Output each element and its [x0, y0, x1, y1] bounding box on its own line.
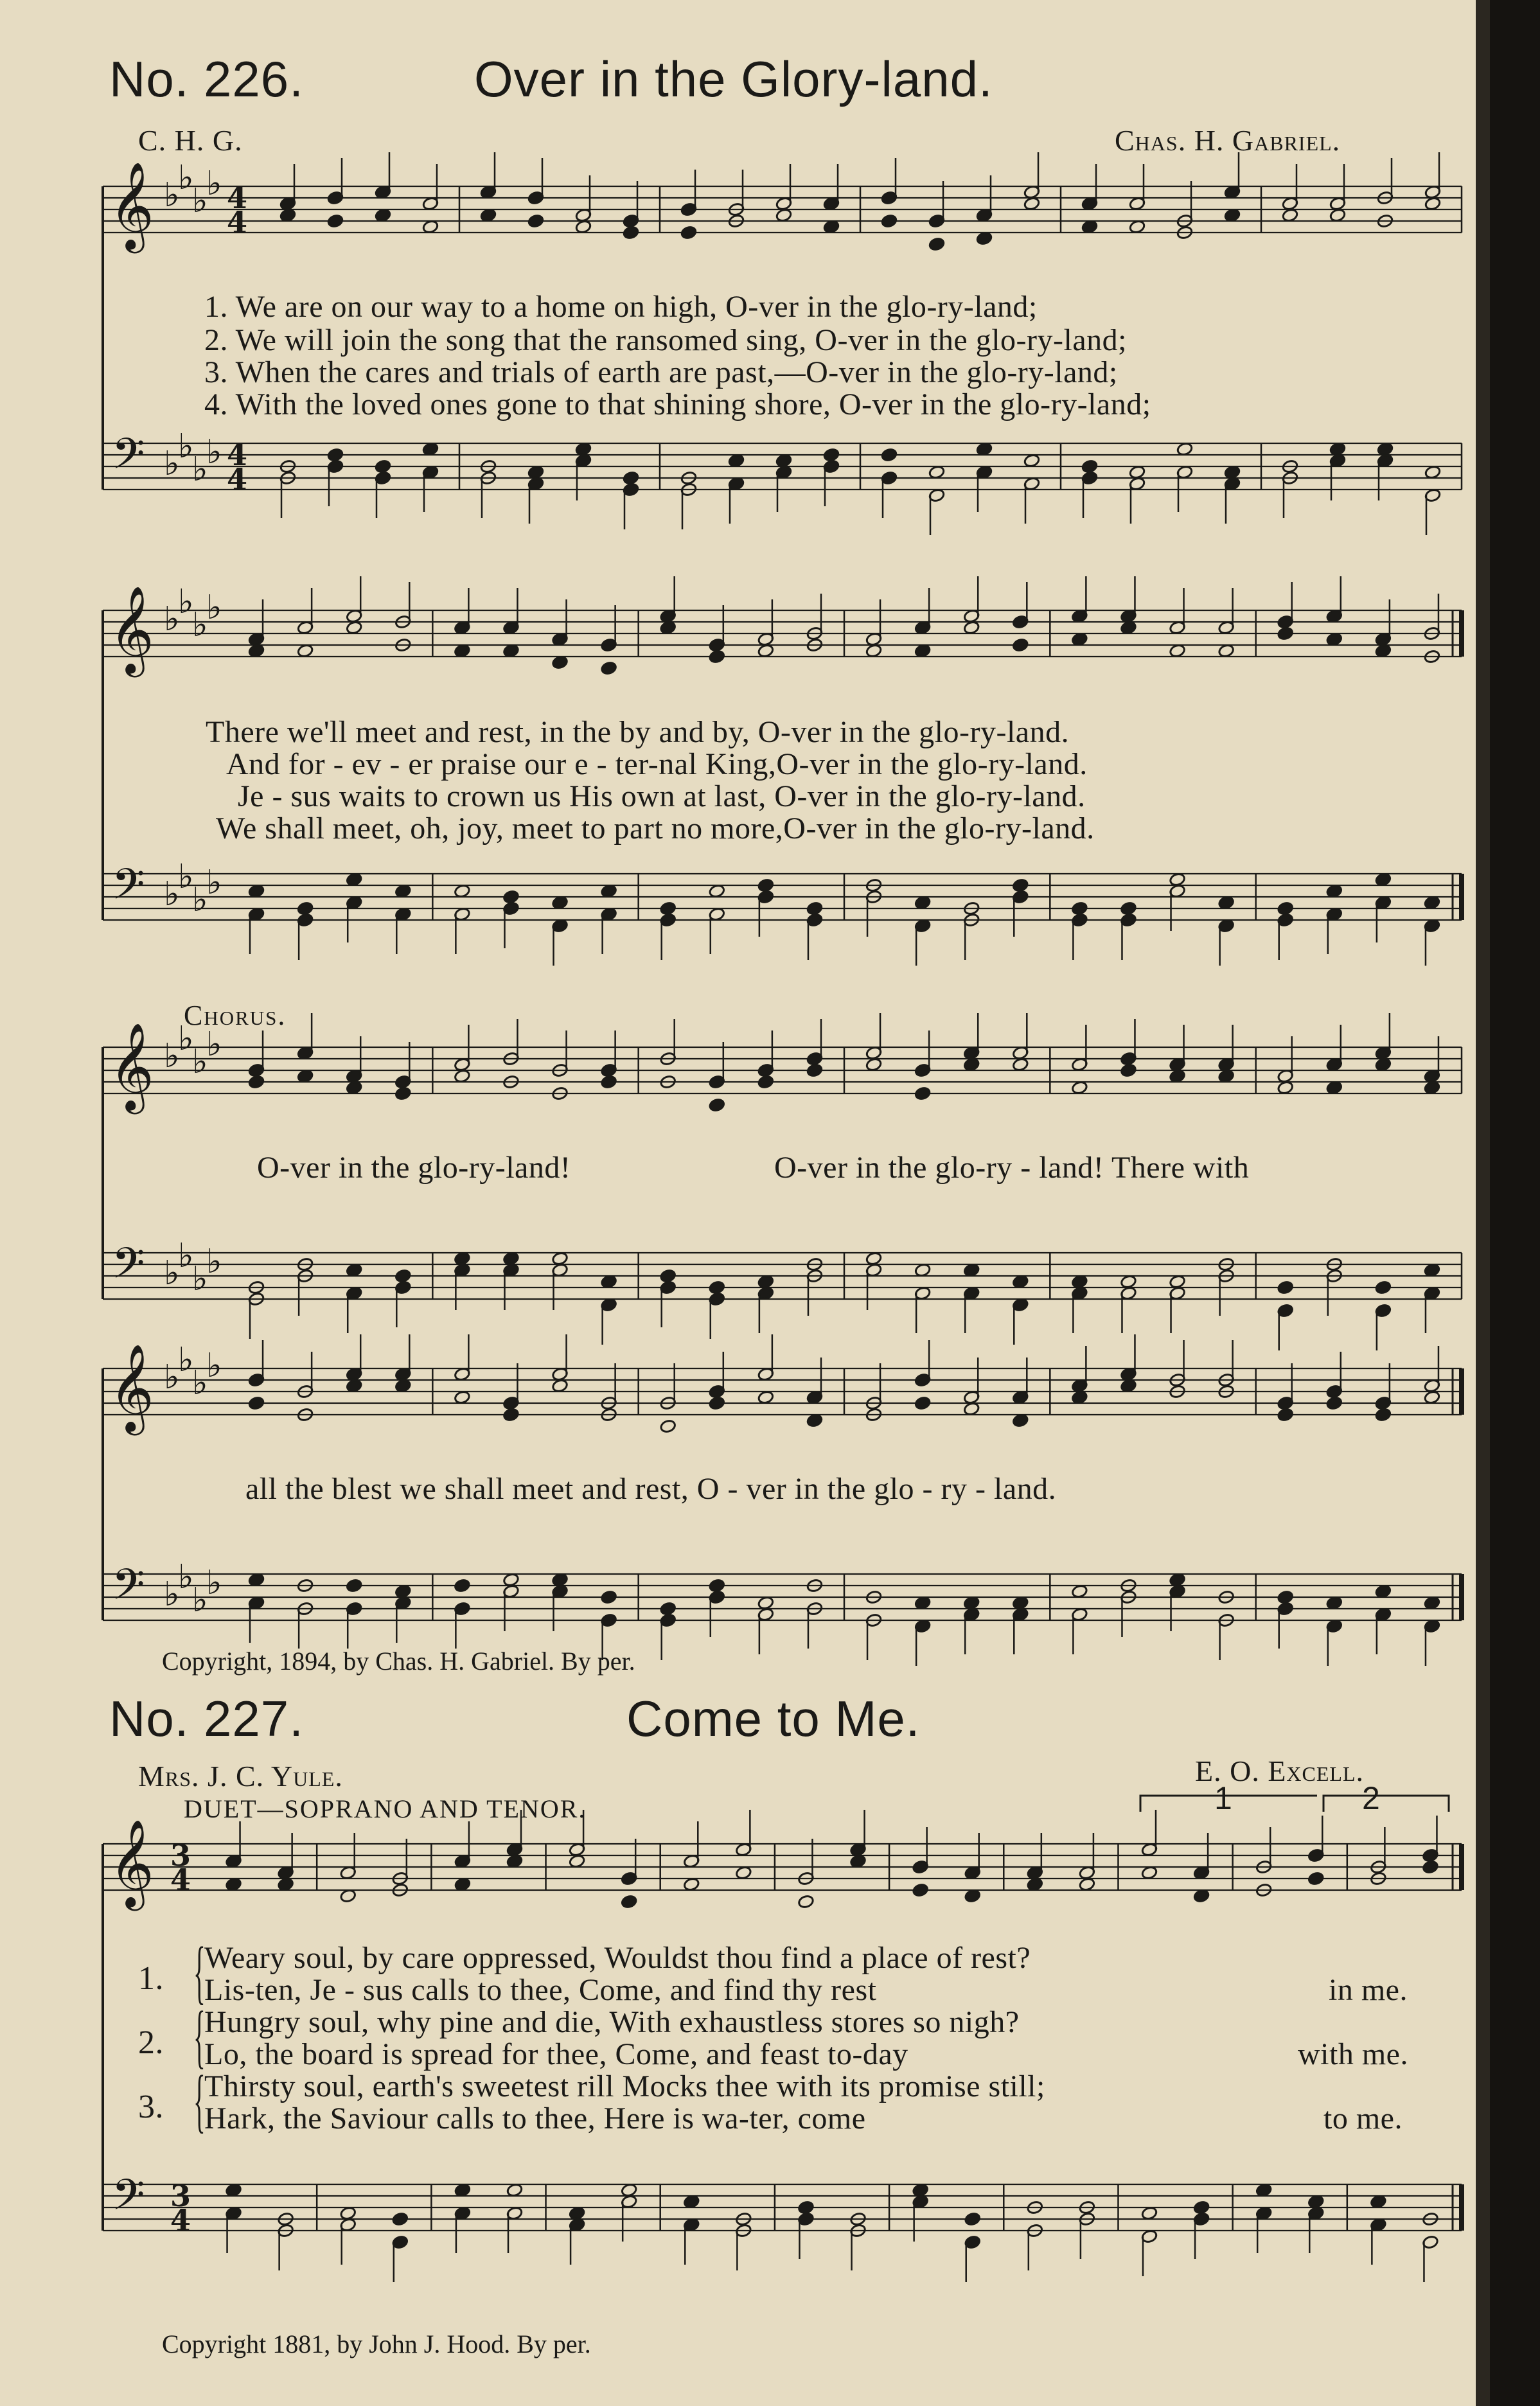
h227-sys-bass-time-top: 3	[170, 2179, 191, 2213]
h226-chorus2-treble-notehead	[963, 1402, 980, 1417]
h226-sys2-bass-notehead	[806, 901, 823, 916]
h226-chorus1-bass-notehead	[963, 1263, 980, 1278]
verse-2-brace: {	[193, 1997, 206, 2075]
verse-2-line-b-end: with me.	[1298, 2037, 1408, 2071]
h227-sys-treble-notehead	[912, 1883, 929, 1898]
h226-sys2-bass-notehead	[248, 884, 265, 899]
h226-sys1-bass-notehead	[1377, 442, 1394, 457]
h227-sys-treble-notehead	[1422, 1860, 1438, 1875]
hymn-227-title: Come to Me.	[626, 1690, 921, 1747]
verse-1-line-b-end: in me.	[1329, 1973, 1408, 2007]
h226-chorus2-treble-notehead	[454, 1390, 470, 1405]
h227-sys-treble-notehead	[683, 1877, 700, 1892]
h226-chorus2-treble-notehead	[394, 1379, 411, 1393]
h226-chorus1-bass-notehead	[502, 1252, 519, 1266]
h226-chorus2-treble-notehead	[1326, 1396, 1343, 1411]
h226-chorus2-treble-notehead	[1375, 1408, 1392, 1422]
performance-note: DUET—SOPRANO AND TENOR.	[184, 1794, 587, 1823]
h226-sys1-treble-flat: ♭	[164, 176, 180, 215]
h226-chorus1-bass-notehead	[660, 1269, 677, 1284]
h226-chorus2-bass-clef: 𝄢	[112, 1560, 145, 1620]
h226-chorus1-bass-notehead	[1277, 1280, 1294, 1295]
h226-chorus2-bass-notehead	[1326, 1596, 1343, 1611]
h226-chorus1-treble-flat: ♭	[192, 1043, 208, 1081]
h226-sys1-bass-flat: ♭	[206, 433, 222, 472]
h226-sys2-bass-notehead	[914, 896, 931, 910]
verse-1-line-1: 1. We are on our way to a home on high, O-ver in the glo-ry-land;	[204, 290, 1038, 324]
h226-chorus2-bass-notehead	[660, 1602, 677, 1616]
h226-sys1-bass-notehead	[327, 448, 344, 463]
h226-chorus1-treble-notehead	[757, 1075, 774, 1090]
h226-sys2-treble-notehead	[1012, 638, 1029, 653]
h226-chorus2-treble-notehead	[709, 1396, 725, 1411]
h227-sys-bass-notehead	[340, 2206, 357, 2221]
h226-sys2-treble-notehead	[914, 644, 931, 659]
h226-sys2-treble-notehead	[346, 621, 362, 635]
h226-chorus2-treble-clef: 𝄞	[109, 1343, 154, 1431]
h226-chorus1-treble-notehead	[1120, 1063, 1137, 1078]
h226-sys2-bass-notehead	[502, 890, 519, 905]
h226-chorus1-bass-notehead	[601, 1275, 617, 1289]
verse-3-brace: {	[193, 2061, 206, 2139]
h226-sys2-treble-notehead	[709, 650, 725, 664]
h226-sys2-bass-notehead	[757, 878, 774, 893]
h226-chorus1-treble-notehead	[601, 1075, 617, 1090]
h226-sys2-treble-flat: ♭	[178, 583, 194, 621]
h227-sys-bass-notehead	[1193, 2200, 1210, 2215]
h226-chorus2-bass-notehead	[1012, 1596, 1029, 1611]
h226-sys1-treble-notehead	[775, 208, 792, 223]
verse-2-number: 2.	[138, 2024, 164, 2061]
h226-chorus2-bass-flat: ♭	[178, 1558, 194, 1597]
verse-3-line-b: Hark, the Saviour calls to thee, Here is wa-ter, come	[204, 2101, 866, 2136]
h226-chorus2-bass-notehead	[963, 1596, 980, 1611]
h226-sys2-treble-clef: 𝄞	[109, 585, 154, 673]
chorus-line-2: all the blest we shall meet and rest, O - ver in the glo - ry - land.	[245, 1472, 1057, 1506]
verse-4-line-2: We shall meet, oh, joy, meet to part no more,O-ver in the glo-ry-land.	[216, 811, 1095, 845]
h226-sys2-treble-notehead	[502, 644, 519, 659]
h227-sys-bass-notehead	[1141, 2206, 1158, 2221]
h226-sys2-bass-notehead	[1012, 878, 1029, 893]
h226-chorus2-treble-notehead	[1277, 1408, 1294, 1422]
h226-sys1-bass-notehead	[575, 442, 592, 457]
h226-sys2-treble-notehead	[248, 644, 265, 659]
verse-2-line-b: Lo, the board is spread for thee, Come, and feast to-day	[204, 2037, 908, 2071]
h226-sys1-bass-notehead	[375, 459, 391, 474]
h227-sys-treble-notehead	[278, 1877, 294, 1892]
h227-sys-bass-notehead	[621, 2183, 637, 2198]
h226-sys1-treble-flat: ♭	[206, 164, 222, 203]
h226-sys2-bass-notehead	[297, 901, 314, 916]
h226-sys2-treble-notehead	[1375, 644, 1392, 659]
hymn-227-composer: E. O. Excell.	[1195, 1755, 1365, 1787]
verse-4-line-1: 4. With the loved ones gone to that shining shore, O-ver in the glo-ry-land;	[204, 387, 1151, 421]
h226-chorus1-bass-notehead	[1424, 1263, 1440, 1278]
h226-sys1-bass-time-top: 4	[227, 438, 248, 472]
h226-chorus1-bass-notehead	[1120, 1275, 1137, 1289]
verse-2-line-a: Hungry soul, why pine and die, With exhaustless stores so nigh?	[204, 2005, 1020, 2039]
h226-chorus2-treble-notehead	[1012, 1413, 1029, 1428]
h226-chorus1-bass-flat: ♭	[164, 1254, 180, 1293]
h227-sys-treble-time-bottom: 4	[170, 1862, 191, 1897]
h227-sys-bass-notehead	[1370, 2195, 1386, 2209]
h226-sys1-treble-notehead	[279, 208, 296, 223]
h226-chorus1-treble-notehead	[248, 1075, 265, 1090]
h226-chorus1-treble-notehead	[963, 1057, 980, 1072]
h226-sys1-treble-notehead	[1224, 208, 1241, 223]
h226-sys1-treble-clef: 𝄞	[109, 161, 154, 249]
hymn-226-author: C. H. G.	[138, 124, 243, 157]
h226-sys1-bass-time-bottom: 4	[227, 462, 248, 497]
h226-chorus1-treble-notehead	[1424, 1081, 1440, 1095]
h226-sys1-bass-notehead	[1081, 459, 1098, 474]
h226-sys1-treble-notehead	[881, 214, 898, 229]
h226-sys1-treble-notehead	[680, 226, 697, 240]
h226-chorus2-bass-notehead	[1277, 1590, 1294, 1605]
h227-sys-bass-notehead	[225, 2183, 242, 2198]
h226-chorus2-bass-notehead	[757, 1596, 774, 1611]
h226-sys2-bass-notehead	[394, 884, 411, 899]
h226-sys2-bass-flat: ♭	[164, 875, 180, 914]
hymn-227-author: Mrs. J. C. Yule.	[138, 1760, 343, 1792]
h227-sys-bass-time-bottom: 4	[170, 2203, 191, 2238]
h226-sys2-treble-notehead	[963, 621, 980, 635]
h226-chorus1-bass-flat: ♭	[206, 1243, 222, 1281]
h226-chorus1-treble-notehead	[1326, 1081, 1343, 1095]
h226-sys1-treble-time-top: 4	[227, 181, 248, 215]
h226-sys2-treble-notehead	[1218, 644, 1235, 659]
h226-sys2-treble-flat: ♭	[164, 600, 180, 639]
h226-sys2-treble-notehead	[1277, 626, 1294, 641]
h227-sys-bass-notehead	[964, 2212, 981, 2227]
h226-chorus2-bass-notehead	[601, 1590, 617, 1605]
h226-chorus1-treble-notehead	[1277, 1081, 1294, 1095]
verse-1-brace: {	[193, 1933, 206, 2011]
h226-chorus1-bass-notehead	[551, 1252, 568, 1266]
h226-chorus1-bass-notehead	[1012, 1275, 1029, 1289]
h227-sys-treble-notehead	[621, 1895, 637, 1909]
h226-chorus2-treble-notehead	[660, 1419, 677, 1434]
hymn-226-composer: Chas. H. Gabriel.	[1115, 124, 1341, 157]
h226-sys2-bass-notehead	[1375, 872, 1392, 887]
h227-sys-treble-notehead	[1141, 1866, 1158, 1880]
h227-sys-treble-notehead	[569, 1854, 585, 1869]
h226-chorus1-bass-notehead	[394, 1269, 411, 1284]
h226-chorus1-bass-clef: 𝄢	[112, 1239, 145, 1298]
h227-sys-treble-time-top: 3	[170, 1838, 191, 1873]
h227-sys-bass-notehead	[392, 2212, 409, 2227]
h226-chorus2-treble-notehead	[1071, 1390, 1088, 1405]
h226-sys1-treble-flat: ♭	[178, 159, 194, 197]
verse-2-line-1: 2. We will join the song that the ransomed sing, O-ver in the glo-ry-land;	[204, 323, 1127, 357]
h226-chorus1-treble-notehead	[914, 1086, 931, 1101]
h226-sys2-bass-notehead	[1120, 901, 1137, 916]
h226-chorus1-treble-notehead	[1218, 1069, 1235, 1084]
h226-sys2-treble-notehead	[1169, 644, 1185, 659]
h226-sys2-treble-notehead	[601, 661, 617, 676]
h226-sys1-treble-notehead	[1129, 220, 1146, 234]
h226-chorus1-bass-notehead	[757, 1275, 774, 1289]
h226-sys1-bass-notehead	[527, 465, 544, 480]
h226-chorus1-bass-notehead	[1169, 1275, 1185, 1289]
h226-sys2-treble-flat: ♭	[192, 606, 208, 644]
h226-chorus1-treble-notehead	[394, 1086, 411, 1101]
h226-chorus2-bass-notehead	[1169, 1573, 1185, 1588]
h226-chorus2-bass-flat: ♭	[192, 1581, 208, 1620]
h226-sys2-bass-notehead	[346, 872, 362, 887]
h226-sys2-treble-notehead	[297, 644, 314, 659]
hymn-227-number: No. 227.	[109, 1690, 304, 1747]
verse-2-line-2: And for - ev - er praise our e - ter-nal King,O-ver in the glo-ry-land.	[226, 747, 1088, 781]
h226-chorus2-bass-notehead	[1375, 1584, 1392, 1599]
h227-sys-treble-notehead	[735, 1866, 752, 1880]
h226-sys1-treble-notehead	[575, 220, 592, 234]
h227-sys-treble-notehead	[340, 1889, 357, 1904]
h226-chorus2-treble-notehead	[806, 1413, 823, 1428]
h226-chorus1-treble-notehead	[297, 1069, 314, 1084]
h227-sys-bass-notehead	[506, 2183, 523, 2198]
h227-sys-bass-notehead	[569, 2206, 585, 2221]
verse-1-number: 1.	[138, 1960, 164, 1997]
h226-sys1-bass-flat: ♭	[178, 427, 194, 466]
chorus-label: Chorus.	[184, 1000, 287, 1031]
h226-sys1-treble-notehead	[375, 208, 391, 223]
h227-sys-treble-clef: 𝄞	[109, 1818, 154, 1907]
h227-sys-bass-notehead	[683, 2195, 700, 2209]
h226-sys1-treble-notehead	[823, 220, 840, 234]
h226-sys1-bass-notehead	[1224, 465, 1241, 480]
h226-chorus1-treble-notehead	[709, 1098, 725, 1113]
h226-chorus2-bass-notehead	[502, 1573, 519, 1588]
h226-sys1-treble-notehead	[527, 214, 544, 229]
h226-sys2-treble-flat: ♭	[206, 588, 222, 627]
h226-sys2-bass-notehead	[454, 884, 470, 899]
h226-sys1-treble-notehead	[976, 231, 993, 246]
h226-sys1-bass-notehead	[1329, 442, 1346, 457]
h227-sys-bass-clef: 𝄢	[112, 2170, 145, 2230]
h227-sys-treble-notehead	[1079, 1877, 1095, 1892]
h226-sys2-bass-clef: 𝄢	[112, 860, 145, 919]
h226-sys1-bass-notehead	[1176, 442, 1193, 457]
hymn-227-copyright: Copyright 1881, by John J. Hood. By per.	[162, 2330, 591, 2358]
h226-sys2-bass-notehead	[1169, 872, 1185, 887]
verse-3-number: 3.	[138, 2089, 164, 2125]
h226-chorus2-treble-notehead	[1120, 1379, 1137, 1393]
h226-sys2-bass-notehead	[1218, 896, 1235, 910]
h226-chorus2-treble-flat: ♭	[164, 1358, 180, 1397]
h226-chorus2-bass-notehead	[709, 1579, 725, 1593]
h226-chorus2-treble-notehead	[914, 1396, 931, 1411]
verse-3-line-2: Je - sus waits to crown us His own at last, O-ver in the glo-ry-land.	[238, 779, 1086, 813]
chorus-line-1a: O-ver in the glo-ry-land!	[257, 1151, 571, 1185]
h226-sys2-treble-notehead	[1326, 632, 1343, 647]
h226-chorus1-bass-notehead	[914, 1263, 931, 1278]
h226-chorus1-treble-notehead	[1375, 1057, 1392, 1072]
h226-chorus1-treble-flat: ♭	[178, 1020, 194, 1058]
h226-sys2-treble-notehead	[1071, 632, 1088, 647]
h227-sys-treble-notehead	[225, 1877, 242, 1892]
h227-sys-treble-notehead	[797, 1895, 814, 1909]
h226-chorus1-bass-notehead	[1375, 1280, 1392, 1295]
h226-chorus1-bass-flat: ♭	[192, 1260, 208, 1298]
h226-chorus1-bass-notehead	[346, 1263, 362, 1278]
h226-sys2-bass-flat: ♭	[192, 881, 208, 919]
h226-chorus1-bass-notehead	[865, 1252, 882, 1266]
h226-sys2-treble-notehead	[757, 644, 774, 659]
h226-chorus1-treble-flat: ♭	[164, 1037, 180, 1075]
verse-1-line-a: Weary soul, by care oppressed, Wouldst thou find a place of rest?	[204, 1941, 1031, 1975]
h226-chorus2-bass-flat: ♭	[164, 1575, 180, 1614]
h226-chorus1-treble-notehead	[1071, 1081, 1088, 1095]
h226-chorus2-treble-notehead	[346, 1379, 362, 1393]
h226-chorus2-treble-notehead	[1424, 1390, 1440, 1405]
h226-chorus1-treble-notehead	[806, 1063, 823, 1078]
h226-sys1-bass-notehead	[823, 448, 840, 463]
h226-chorus2-bass-notehead	[1424, 1596, 1440, 1611]
h226-sys2-bass-flat: ♭	[178, 858, 194, 896]
h226-sys2-bass-notehead	[709, 884, 725, 899]
h226-sys1-bass-notehead	[1023, 454, 1040, 468]
h226-sys1-treble-notehead	[1282, 208, 1298, 223]
h227-sys-bass-notehead	[912, 2183, 929, 2198]
hymn-226-copyright: Copyright, 1894, by Chas. H. Gabriel. By per.	[162, 1647, 635, 1676]
h227-sys-treble-notehead	[506, 1854, 523, 1869]
h226-chorus2-treble-notehead	[551, 1379, 568, 1393]
h226-chorus1-treble-notehead	[1012, 1057, 1029, 1072]
verse-3-line-1: 3. When the cares and trials of earth are past,—O-ver in the glo-ry-land;	[204, 355, 1118, 389]
h226-chorus2-treble-notehead	[757, 1390, 774, 1405]
h226-sys1-treble-notehead	[327, 214, 344, 229]
h226-sys1-bass-notehead	[728, 454, 745, 468]
h226-sys1-treble-notehead	[928, 237, 945, 252]
h226-sys2-bass-notehead	[551, 896, 568, 910]
h227-sys-treble-notehead	[849, 1854, 866, 1869]
h226-sys1-bass-clef: 𝄢	[112, 429, 145, 489]
h226-chorus1-treble-notehead	[1169, 1069, 1185, 1084]
h226-sys1-bass-notehead	[976, 442, 993, 457]
h226-sys1-bass-notehead	[422, 442, 439, 457]
h226-sys1-treble-notehead	[1329, 208, 1346, 223]
chorus-line-1b: O-ver in the glo-ry - land! There with	[774, 1151, 1250, 1185]
ending-1-mark: 1	[1214, 1780, 1232, 1816]
hymn-226-title: Over in the Glory-land.	[474, 51, 993, 107]
h226-chorus2-treble-flat: ♭	[206, 1347, 222, 1385]
h226-chorus1-treble-notehead	[865, 1057, 882, 1072]
h226-chorus1-bass-notehead	[709, 1280, 725, 1295]
verse-1-line-2: There we'll meet and rest, in the by and by, O-ver in the glo-ry-land.	[206, 715, 1070, 749]
h226-chorus1-treble-notehead	[346, 1081, 362, 1095]
h226-sys2-bass-notehead	[601, 884, 617, 899]
h226-sys2-bass-notehead	[660, 901, 677, 916]
h226-sys1-treble-flat: ♭	[192, 182, 208, 220]
h227-sys-bass-notehead	[454, 2183, 471, 2198]
h226-sys2-treble-notehead	[865, 644, 882, 659]
h226-sys2-bass-notehead	[1277, 901, 1294, 916]
h227-sys-bass-notehead	[1255, 2183, 1272, 2198]
h226-sys2-bass-notehead	[1071, 901, 1088, 916]
h227-sys-bass-notehead	[1307, 2195, 1324, 2209]
h226-chorus1-treble-flat: ♭	[206, 1025, 222, 1064]
h226-chorus2-bass-notehead	[454, 1579, 470, 1593]
h226-chorus1-bass-flat: ♭	[178, 1237, 194, 1275]
verse-3-line-a: Thirsty soul, earth's sweetest rill Mocks thee with its promise still;	[204, 2069, 1045, 2103]
h226-chorus1-treble-clef: 𝄞	[109, 1022, 154, 1110]
h226-sys1-bass-notehead	[1129, 465, 1146, 480]
h226-sys1-bass-notehead	[881, 448, 898, 463]
h227-sys-treble-notehead	[1193, 1889, 1210, 1904]
h227-sys-treble-notehead	[1027, 1877, 1043, 1892]
h226-sys2-bass-notehead	[1424, 896, 1440, 910]
h226-chorus2-treble-notehead	[248, 1396, 265, 1411]
h226-chorus2-treble-notehead	[502, 1408, 519, 1422]
h226-sys1-bass-notehead	[775, 454, 792, 468]
h227-sys-treble-notehead	[454, 1877, 471, 1892]
h226-chorus2-bass-notehead	[914, 1596, 931, 1611]
h226-sys2-bass-flat: ♭	[206, 863, 222, 902]
h226-chorus2-bass-flat: ♭	[206, 1564, 222, 1602]
h226-chorus2-treble-flat: ♭	[178, 1341, 194, 1379]
h227-sys-treble-notehead	[964, 1889, 981, 1904]
h226-sys2-treble-notehead	[1120, 621, 1137, 635]
h226-sys1-treble-notehead	[1424, 197, 1441, 211]
h226-chorus2-bass-notehead	[551, 1573, 568, 1588]
h226-chorus1-bass-notehead	[454, 1252, 470, 1266]
h226-sys1-bass-flat: ♭	[164, 445, 180, 483]
h226-sys1-treble-notehead	[623, 226, 639, 240]
h226-sys1-bass-flat: ♭	[192, 450, 208, 489]
h226-sys1-treble-time-bottom: 4	[227, 205, 248, 240]
h226-sys1-treble-notehead	[480, 208, 497, 223]
verse-3-line-b-end: to me.	[1323, 2101, 1403, 2136]
ending-2-mark: 2	[1362, 1780, 1380, 1816]
h226-chorus1-treble-notehead	[454, 1069, 470, 1084]
h226-chorus2-bass-notehead	[1071, 1584, 1088, 1599]
h226-sys1-bass-notehead	[623, 471, 639, 486]
hymn-226-number: No. 226.	[109, 51, 304, 107]
h226-chorus1-bass-notehead	[1071, 1275, 1088, 1289]
verse-1-line-b: Lis-ten, Je - sus calls to thee, Come, and find thy rest	[204, 1973, 877, 2007]
h226-sys1-bass-notehead	[1424, 465, 1441, 480]
h227-sys-bass-notehead	[797, 2200, 814, 2215]
h226-sys2-treble-notehead	[454, 644, 470, 659]
h226-chorus2-bass-notehead	[346, 1579, 362, 1593]
h226-sys1-treble-notehead	[1081, 220, 1098, 234]
h226-chorus2-bass-notehead	[248, 1573, 265, 1588]
h226-sys1-bass-notehead	[928, 465, 945, 480]
h226-sys2-treble-notehead	[660, 621, 677, 635]
h226-sys2-treble-notehead	[551, 655, 568, 670]
h226-sys1-treble-notehead	[1023, 197, 1040, 211]
h226-sys1-treble-notehead	[422, 220, 439, 234]
h226-chorus2-bass-notehead	[394, 1584, 411, 1599]
h226-sys2-bass-notehead	[1326, 884, 1343, 899]
h226-chorus2-treble-flat: ♭	[192, 1364, 208, 1402]
h227-sys-treble-notehead	[1307, 1871, 1324, 1886]
ending-2-bracket	[1323, 1796, 1449, 1812]
ending-1-bracket	[1140, 1796, 1317, 1812]
